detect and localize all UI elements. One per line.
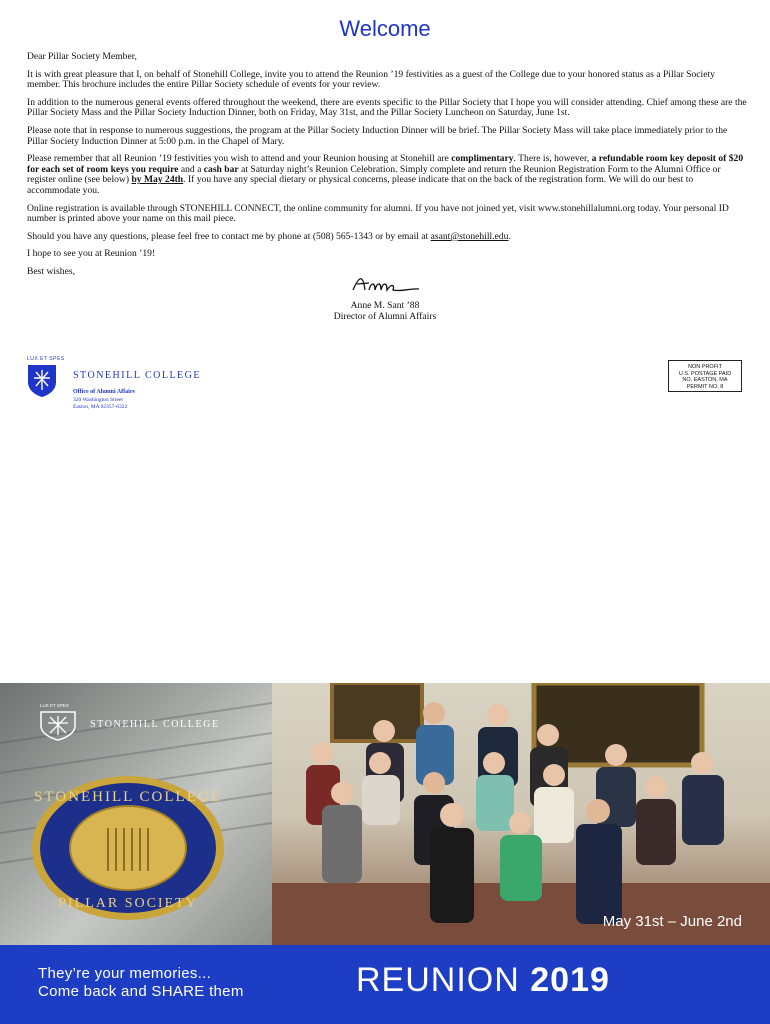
- svg-text:PILLAR SOCIETY: PILLAR SOCIETY: [58, 896, 198, 911]
- signature-block: [0, 270, 770, 322]
- reunion-word: REUNION: [356, 961, 520, 999]
- college-name: STONEHILL COLLEGE: [73, 370, 201, 381]
- paragraph-complimentary: [27, 154, 747, 196]
- address-street: 320 Washington Street: [73, 397, 123, 403]
- paragraph-hope: I hope to see you at Reunion ’19!: [27, 248, 156, 260]
- postage-line: PERMIT NO. 8: [686, 383, 724, 390]
- signature-icon: [345, 270, 425, 298]
- bold-span: cash bar: [203, 163, 239, 175]
- postage-line: U.S. POSTAGE PAID: [678, 370, 732, 377]
- college-shield-icon: [40, 711, 76, 741]
- motto: LUX ET SPES: [27, 356, 65, 362]
- reunion-heading: [356, 961, 610, 1000]
- reunion-dates: May 31st – June 2nd: [602, 913, 742, 930]
- group-photo-illustration: [272, 683, 770, 945]
- pin-photo: [0, 683, 272, 945]
- office-name: Office of Alumni Affairs: [73, 389, 135, 395]
- deadline-span: by May 24th: [131, 174, 184, 186]
- letter-body: [27, 52, 747, 285]
- reunion-banner: [0, 945, 770, 1024]
- bold-span: a refundable room key deposit of $20 for each set of room keys you require: [27, 153, 744, 175]
- signature-name: Anne M. Sant ’88: [350, 300, 420, 311]
- text-span: at Saturday night’s Reunion Celebration. Simply complete and return the Reunion Registration Form to the Alumni Office or register online (see below): [27, 163, 721, 186]
- tagline: [38, 965, 244, 1001]
- svg-text:STONEHILL COLLEGE: STONEHILL COLLEGE: [34, 789, 222, 805]
- postage-line: NO. EASTON, MA: [682, 377, 728, 383]
- paragraph-online: Online registration is available through STONEHILL CONNECT, the online community for alumni. If you have not joined yet, visit www.stonehillalumni.org today. Your personal ID number is printed above your name on this mail piece.: [27, 202, 729, 225]
- address: [73, 397, 127, 411]
- reunion-year: 2019: [530, 961, 610, 999]
- college-shield-icon: [27, 364, 57, 398]
- pillar-society-pin-icon: [28, 773, 228, 923]
- college-name: STONEHILL COLLEGE: [90, 719, 220, 730]
- text-span: and a: [178, 163, 204, 175]
- text-span: . If you have any special dietary or physical concerns, please indicate that on the back of the registration form. We will do our best to accommodate you.: [27, 174, 694, 196]
- closing: Best wishes,: [27, 265, 75, 277]
- tagline-line-2: Come back and SHARE them: [38, 983, 244, 1000]
- text-span: Should you have any questions, please feel free to contact me by phone at (508) 565-1343 or by email at: [27, 230, 431, 242]
- paragraph-mass: Please note that in response to numerous suggestions, the program at the Pillar Society Induction Dinner will be brief. The Pillar Society Mass will take place immediately prior to the Pillar Society Induction Dinner at 5:00 p.m. in the Chapel of Mary.: [27, 124, 728, 147]
- paragraph-invitation: It is with great pleasure that I, on behalf of Stonehill College, invite you to attend the Reunion ’19 festivities as a guest of the College due to your honored status as a Pillar Society member. This brochure includes the entire Pillar Society schedule of events for your review.: [27, 68, 715, 91]
- paragraph-events: In addition to the numerous general events offered throughout the weekend, there are events specific to the Pillar Society that I hope you will consider attending. Chief among these are the Pillar Society Mass and the Pillar Society Induction Dinner, both on Friday, May 31st, and the Pillar Society Luncheon on Saturday, June 1st.: [27, 96, 747, 119]
- text-span: .: [508, 230, 511, 242]
- salutation: Dear Pillar Society Member,: [27, 51, 137, 62]
- tagline-line-1: They’re your memories...: [38, 965, 212, 982]
- text-span: . There is, however,: [513, 153, 592, 165]
- group-photo: [272, 683, 770, 945]
- email-link[interactable]: asant@stonehill.edu: [430, 230, 509, 242]
- text-span: Please remember that all Reunion ’19 festivities you wish to attend and your Reunion housing at Stonehill are: [27, 153, 452, 165]
- motto: LUX ET SPES: [40, 703, 69, 708]
- postage-indicia: [668, 360, 742, 392]
- page-title: Welcome: [339, 16, 431, 41]
- signature-title: Director of Alumni Affairs: [333, 311, 437, 322]
- paragraph-contact: [27, 232, 747, 243]
- postage-line: NON PROFIT: [688, 364, 722, 370]
- bold-span: complimentary: [451, 153, 514, 165]
- brochure-cover: [0, 683, 770, 1024]
- address-city: Easton, MA 02357-6322: [73, 404, 128, 410]
